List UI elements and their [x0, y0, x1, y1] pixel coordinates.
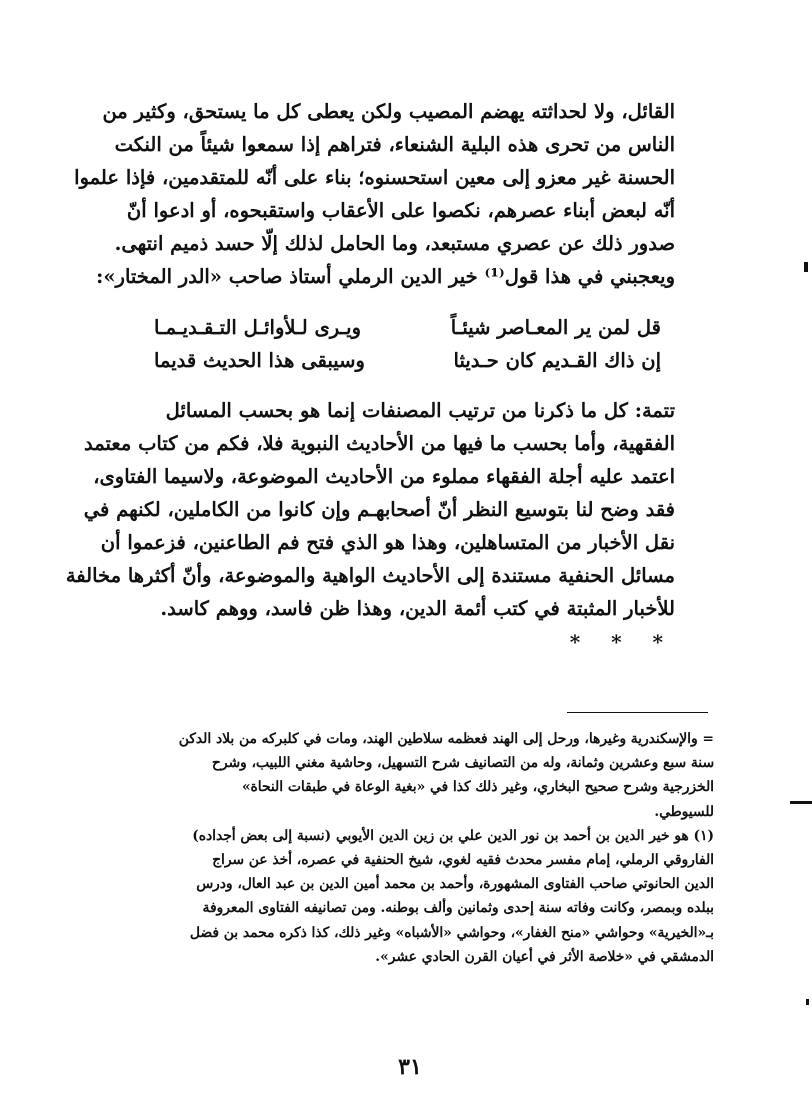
text-line: تتمة: كل ما ذكرنا من ترتيب المصنفات إنما هو بحسب المسائل — [165, 399, 675, 422]
text-line: ويعجبني في هذا قول⁽¹⁾ خير الدين الرملي أستاذ صاحب «الدر المختار»: — [96, 265, 675, 288]
verse-second-hemistich: وسيبقى هذا الحديث قديما — [154, 349, 365, 372]
scan-edge-mark — [804, 262, 808, 272]
footnote-line: سنة سبع وعشرين وثمانة، وله من التصانيف شرح التسهيل، وحاشية مغني اللبيب، وشرح — [211, 755, 714, 772]
poem-verse — [150, 344, 675, 377]
text-line: اعتمد عليه أجلة الفقهاء مملوء من الأحاديث الموضوعة، ولاسيما الفتاوى، — [93, 465, 675, 488]
footnote-line: الخزرجية وشرح صحيح البخاري، وغير ذلك كذا في «بغية الوعاة في طبقات النحاة» — [241, 779, 714, 796]
text-line: مسائل الحنفية مستندة إلى الأحاديث الواهية والموضوعة، وأنّ أكثرها مخالفة — [65, 564, 675, 587]
poem — [150, 311, 675, 377]
verse-first-hemistich: إن ذاك القـديم كان حـديثا — [453, 349, 661, 372]
footnote-line: الفاروقي الرملي، إمام مفسر محدث فقيه لغوي، شيخ الحنفية في عصره، أخذ عن سراج — [212, 851, 714, 868]
footnote-rule — [567, 712, 708, 713]
text-line: أنّه لبعض أبناء عصرهم، نكصوا على الأعقاب واستقبحوه، أو ادعوا أنّ — [126, 199, 675, 222]
page-number: ٣١ — [398, 1054, 422, 1080]
text-line: فقد وضح لنا بتوسيع النظر أنّ أصحابهـم وإن كانوا من الكاملين، لكنهم في — [83, 498, 675, 521]
text-line: للأخبار المثبتة في كتب أئمة الدين، وهذا ظن فاسد، ووهم كاسد. — [160, 597, 675, 620]
text-line: نقل الأخبار من المتساهلين، وهذا هو الذي فتح فم الطاعنين، فزعموا أن — [100, 531, 675, 554]
scan-edge-mark — [790, 801, 812, 804]
footnote-line: (١) هو خير الدين بن أحمد بن نور الدين علي بن زين الدين الأيوبي (نسبة إلى بعض أجداده) — [192, 827, 714, 844]
text-line: الحسنة غير معزو إلى معين استحسنوه؛ بناء على أنّه للمتقدمين، فإذا علموا — [74, 166, 675, 189]
footnote-line: = والإسكندرية وغيرها، ورحل إلى الهند فعظمه سلاطين الهند، ومات في كلبركه من بلاد الدكن — [178, 731, 714, 747]
footnote-line: ببلده وبمصر، وكانت وفاته سنة إحدى وثمانين وألف بوطنه. ومن تصانيفه الفتاوى المعروفة — [202, 900, 714, 917]
footnote-line: للسيوطي. — [654, 803, 714, 820]
text-line: القائل، ولا لحداثته يهضم المصيب ولكن يعطى كل ما يستحق، وكثير من — [102, 100, 675, 123]
poem-verse — [150, 311, 675, 344]
footnote-line: الدمشقي في «خلاصة الأثر في أعيان القرن الحادي عشر». — [375, 948, 714, 965]
section-separator: * * * — [569, 630, 675, 654]
footnote-line: بـ«الخيرية» وحواشي «منح الغفار»، وحواشي «الأشباه» وغير ذلك، كذا ذكره محمد بن فضل — [189, 924, 714, 941]
footnotes-block — [150, 727, 714, 969]
verse-second-hemistich: ويـرى لـلأوائـل التـقـديـمـا — [154, 316, 362, 339]
main-text-block — [65, 95, 675, 657]
verse-first-hemistich: قل لمن ير المعـاصر شيئـاً — [450, 316, 661, 339]
text-line: الناس من تحرى هذه البلية الشنعاء، فتراهم إذا سمعوا شيئاً من النكت — [114, 133, 675, 156]
footnote-line: الدين الحانوتي صاحب الفتاوى المشهورة، وأحمد بن محمد أمين الدين بن عبد العال، ودرس — [196, 876, 714, 893]
text-line: صدور ذلك عن عصري مستبعد، وما الحامل لذلك إلّا حسد ذميم انتهى. — [114, 232, 675, 255]
text-line: الفقهية، وأما بحسب ما فيها من الأحاديث النبوية فلا، فكم من كتاب معتمد — [84, 432, 675, 455]
scan-edge-mark — [806, 999, 809, 1005]
